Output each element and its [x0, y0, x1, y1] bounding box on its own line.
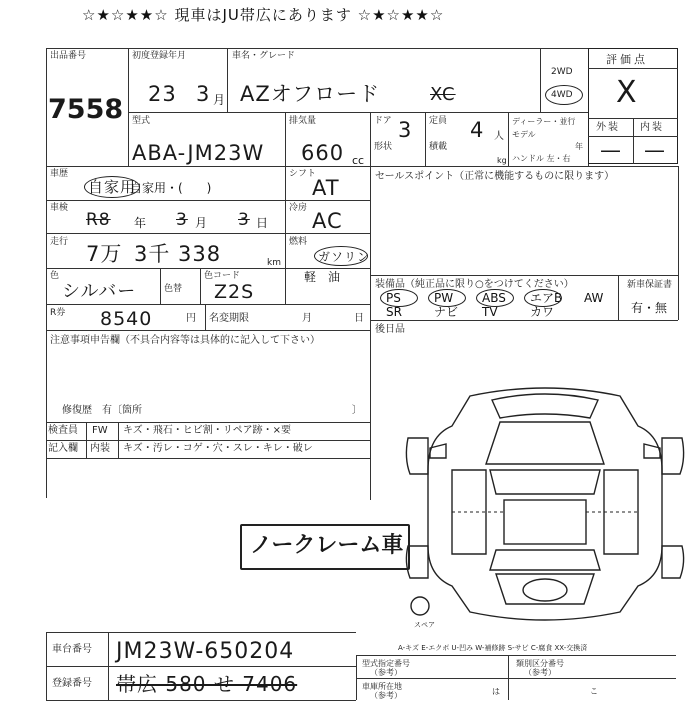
mileage-label: 走行	[50, 237, 69, 247]
first-reg-month: 3	[196, 82, 211, 106]
equipment-item: SR	[386, 305, 402, 319]
inspection-nen: 年	[134, 216, 147, 230]
windshield	[490, 470, 600, 494]
equipment-label: 装備品（純正品に限り○をつけてください）	[375, 279, 574, 290]
fw-label: FW	[92, 425, 108, 436]
model-designation-ref: （参考）	[370, 668, 402, 677]
shift-value: AT	[312, 176, 340, 200]
roof	[504, 500, 586, 544]
fuel-circle	[314, 246, 371, 266]
spare-label: スペア	[414, 621, 435, 629]
color-value: シルバー	[62, 281, 137, 302]
name-change-month: 月	[302, 313, 312, 324]
capacity-unit: 人	[494, 131, 504, 142]
model-designation-label: 型式指定番号	[362, 659, 410, 668]
color-label: 色	[50, 271, 60, 281]
warranty-label: 新車保証書	[627, 280, 673, 290]
displacement-unit: cc	[352, 154, 365, 167]
rear-window	[490, 550, 600, 570]
ko-label: こ	[590, 687, 598, 696]
equipment-item: ABS	[482, 291, 506, 305]
spare-tire	[523, 579, 567, 601]
first-reg-year: 23	[148, 82, 177, 106]
category-class-label: 類別区分番号	[516, 659, 564, 668]
load-unit: kg	[497, 156, 507, 165]
equipment-item: PW	[434, 291, 454, 305]
fuel-value: ガソリン	[318, 250, 371, 264]
exterior-label: 外装	[596, 122, 620, 133]
equipment-item: TV	[482, 305, 498, 319]
naiso-label: 内装	[90, 443, 110, 454]
capacity-value: 4	[470, 118, 485, 142]
r-ticket-label: R券	[50, 308, 66, 318]
inspection-month: 月	[195, 216, 208, 230]
mileage-man: 7万	[86, 242, 123, 266]
history-value: 自家用	[88, 178, 137, 196]
sales-points-label: セールスポイント（正常に機能するものに限ります）	[375, 171, 615, 182]
name-change-day: 日	[354, 313, 364, 324]
dealer-label: ディーラー・並行	[512, 117, 576, 126]
drive-2wd: 2WD	[551, 67, 573, 77]
first-reg-label: 初度登録年月	[132, 51, 187, 61]
car-body-diagram	[400, 378, 690, 630]
model-label: 型式	[132, 116, 151, 126]
entry-label: 記入欄	[48, 443, 78, 454]
retrofit-label: 後日品	[375, 324, 405, 335]
model-year-unit: 年	[575, 142, 583, 151]
no-claim-text: ノークレーム車	[250, 533, 404, 558]
eval-points-label: 評価点	[606, 53, 648, 66]
front-right-wheel	[662, 438, 684, 474]
displacement-value: 660	[301, 141, 345, 165]
fw-items: キズ・飛石・ヒビ割・リペア跡・×要	[123, 425, 291, 436]
lot-label: 出品番号	[50, 51, 87, 61]
ext-grade-value: —	[600, 138, 622, 162]
r-ticket-value: 8540	[100, 308, 153, 330]
mileage-sen: 3千	[134, 242, 171, 266]
equipment-item: AW	[584, 291, 604, 305]
rear-right-wheel	[662, 546, 684, 578]
first-reg-month-unit: 月	[213, 93, 226, 107]
history-circle	[84, 176, 140, 198]
model-code-value: ABA-JM23W	[132, 141, 265, 165]
grade-value: XC	[430, 84, 456, 105]
capacity-label: 定員	[429, 116, 448, 126]
int-grade-value: —	[644, 138, 666, 162]
equipment-item: エアB	[530, 291, 563, 305]
shape-label: 形状	[374, 142, 393, 152]
legend-text: A-キズ E-エクボ U-凹み W-補修跡 S-サビ C-腐食 XX-交換済	[398, 644, 588, 652]
drive-4wd-circle	[545, 85, 583, 105]
model-year-label: モデル	[512, 130, 536, 139]
interior-label: 内装	[640, 122, 664, 133]
lot-number: 7558	[48, 94, 124, 125]
front-bumper	[492, 394, 598, 418]
chassis-number-value: JM23W-650204	[116, 639, 295, 664]
left-door	[452, 470, 486, 554]
chassis-no-label: 車台番号	[52, 644, 92, 655]
car-name-value: AZオフロード	[240, 82, 381, 106]
registration-value: 帯広 580 せ 7406	[116, 672, 298, 696]
inspector-label: 検査員	[48, 425, 78, 436]
color-code-label: 色コード	[204, 271, 241, 281]
repair-history-close: 〕	[352, 405, 362, 416]
load-label: 積載	[429, 142, 448, 152]
handle-label: ハンドル 左・右	[512, 154, 571, 163]
inspection-label: 車検	[50, 203, 69, 213]
inspection-era: R8	[86, 210, 111, 230]
km-label: km	[267, 258, 281, 268]
notes-label: 注意事項申告欄（不具合内容等は具体的に記入して下さい）	[50, 335, 320, 346]
garage-ref: （参考）	[370, 691, 402, 700]
cooling-label: 冷房	[289, 203, 308, 213]
banner-title: ☆★☆★★☆ 現車はJU帯広にあります ☆★☆★★☆	[82, 6, 445, 24]
cooling-value: AC	[312, 209, 343, 233]
right-door	[604, 470, 638, 554]
color-code-value: Z2S	[214, 281, 255, 303]
rear-left-wheel	[406, 546, 428, 578]
spare-circle	[411, 597, 429, 615]
equipment-item: カワ	[530, 305, 555, 319]
name-change-label: 名変期限	[209, 313, 249, 324]
color-type-label: 色替	[164, 284, 183, 294]
category-class-ref: （参考）	[524, 668, 556, 677]
inspection-day-value: 3	[238, 210, 250, 230]
doors-label: ドア	[374, 116, 392, 126]
equipment-item: PS	[386, 291, 401, 305]
history-label: 車歴	[50, 169, 69, 179]
naiso-items: キズ・汚レ・コゲ・穴・スレ・キレ・破レ	[123, 443, 313, 454]
mileage-rest: 338	[178, 242, 222, 266]
garage-label: 車庫所在地	[362, 682, 402, 691]
yen-label: 円	[186, 313, 196, 324]
use-options: 自家用・( )	[130, 181, 212, 195]
shift-label: シフト	[289, 169, 317, 179]
displacement-label: 排気量	[289, 116, 317, 126]
warranty-options: 有・無	[631, 301, 668, 315]
evaluation-value: X	[616, 75, 638, 110]
fuel-diesel: 軽 油	[304, 270, 341, 284]
body-outline	[428, 388, 662, 620]
reg-no-label: 登録番号	[52, 678, 92, 689]
repair-history-label: 修復歴 有〔箇所	[62, 405, 142, 416]
drive-4wd: 4WD	[551, 90, 573, 100]
car-name-label: 車名・グレード	[232, 51, 296, 61]
hood	[486, 422, 604, 464]
doors-value: 3	[398, 118, 413, 142]
front-left-wheel	[406, 438, 428, 474]
inspection-day: 日	[256, 216, 269, 230]
inspection-month-value: 3	[176, 210, 188, 230]
ha-label: は	[492, 687, 500, 696]
fuel-label: 燃料	[289, 237, 308, 247]
equipment-item: ナビ	[434, 305, 459, 319]
